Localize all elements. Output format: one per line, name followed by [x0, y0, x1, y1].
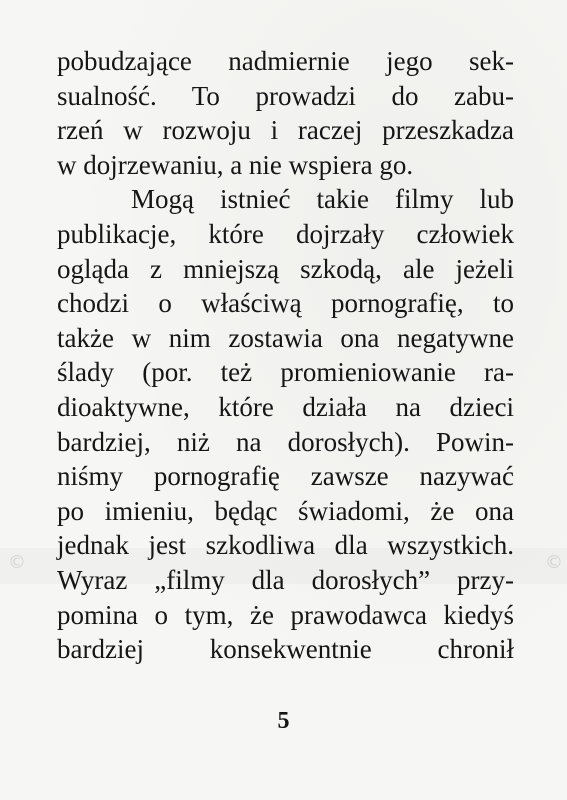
- text-line: po imieniu, będąc świadomi, że ona: [57, 495, 514, 526]
- body-text: [57, 44, 514, 667]
- text-line: rzeń w rozwoju i raczej przeszkadza: [57, 115, 514, 146]
- text-line: dioaktywne, które działa na dzieci: [57, 391, 514, 422]
- text-line: w dojrzewaniu, a nie wspiera go.: [57, 149, 414, 180]
- text-line: ogląda z mniejszą szkodą, ale jeżeli: [57, 253, 514, 284]
- page-number: 5: [277, 708, 290, 734]
- copyright-watermark-left: ©: [8, 552, 26, 573]
- text-line: ślady (por. też promieniowanie ra-: [57, 357, 514, 388]
- text-line: także w nim zostawia ona negatywne: [57, 322, 514, 353]
- text-line: publikacje, które dojrzały człowiek: [57, 218, 514, 249]
- text-line: pomina o tym, że prawodawca kiedyś: [57, 599, 514, 630]
- text-line: bardziej konsekwentnie chronił: [57, 634, 514, 665]
- text-line: sualność. To prowadzi do zabu-: [57, 80, 514, 111]
- text-line: niśmy pornografię zawsze nazywać: [57, 461, 514, 492]
- text-line: jednak jest szkodliwa dla wszystkich.: [57, 530, 514, 561]
- copyright-watermark-right: ©: [545, 552, 563, 573]
- text-line: Mogą istnieć takie filmy lub: [131, 184, 514, 215]
- text-line: bardziej, niż na dorosłych). Powin-: [57, 426, 514, 457]
- text-line: chodzi o właściwą pornografię, to: [57, 288, 514, 319]
- text-line: pobudzające nadmiernie jego sek-: [57, 46, 514, 76]
- text-line: Wyraz „filmy dla dorosłych” przy-: [57, 564, 514, 595]
